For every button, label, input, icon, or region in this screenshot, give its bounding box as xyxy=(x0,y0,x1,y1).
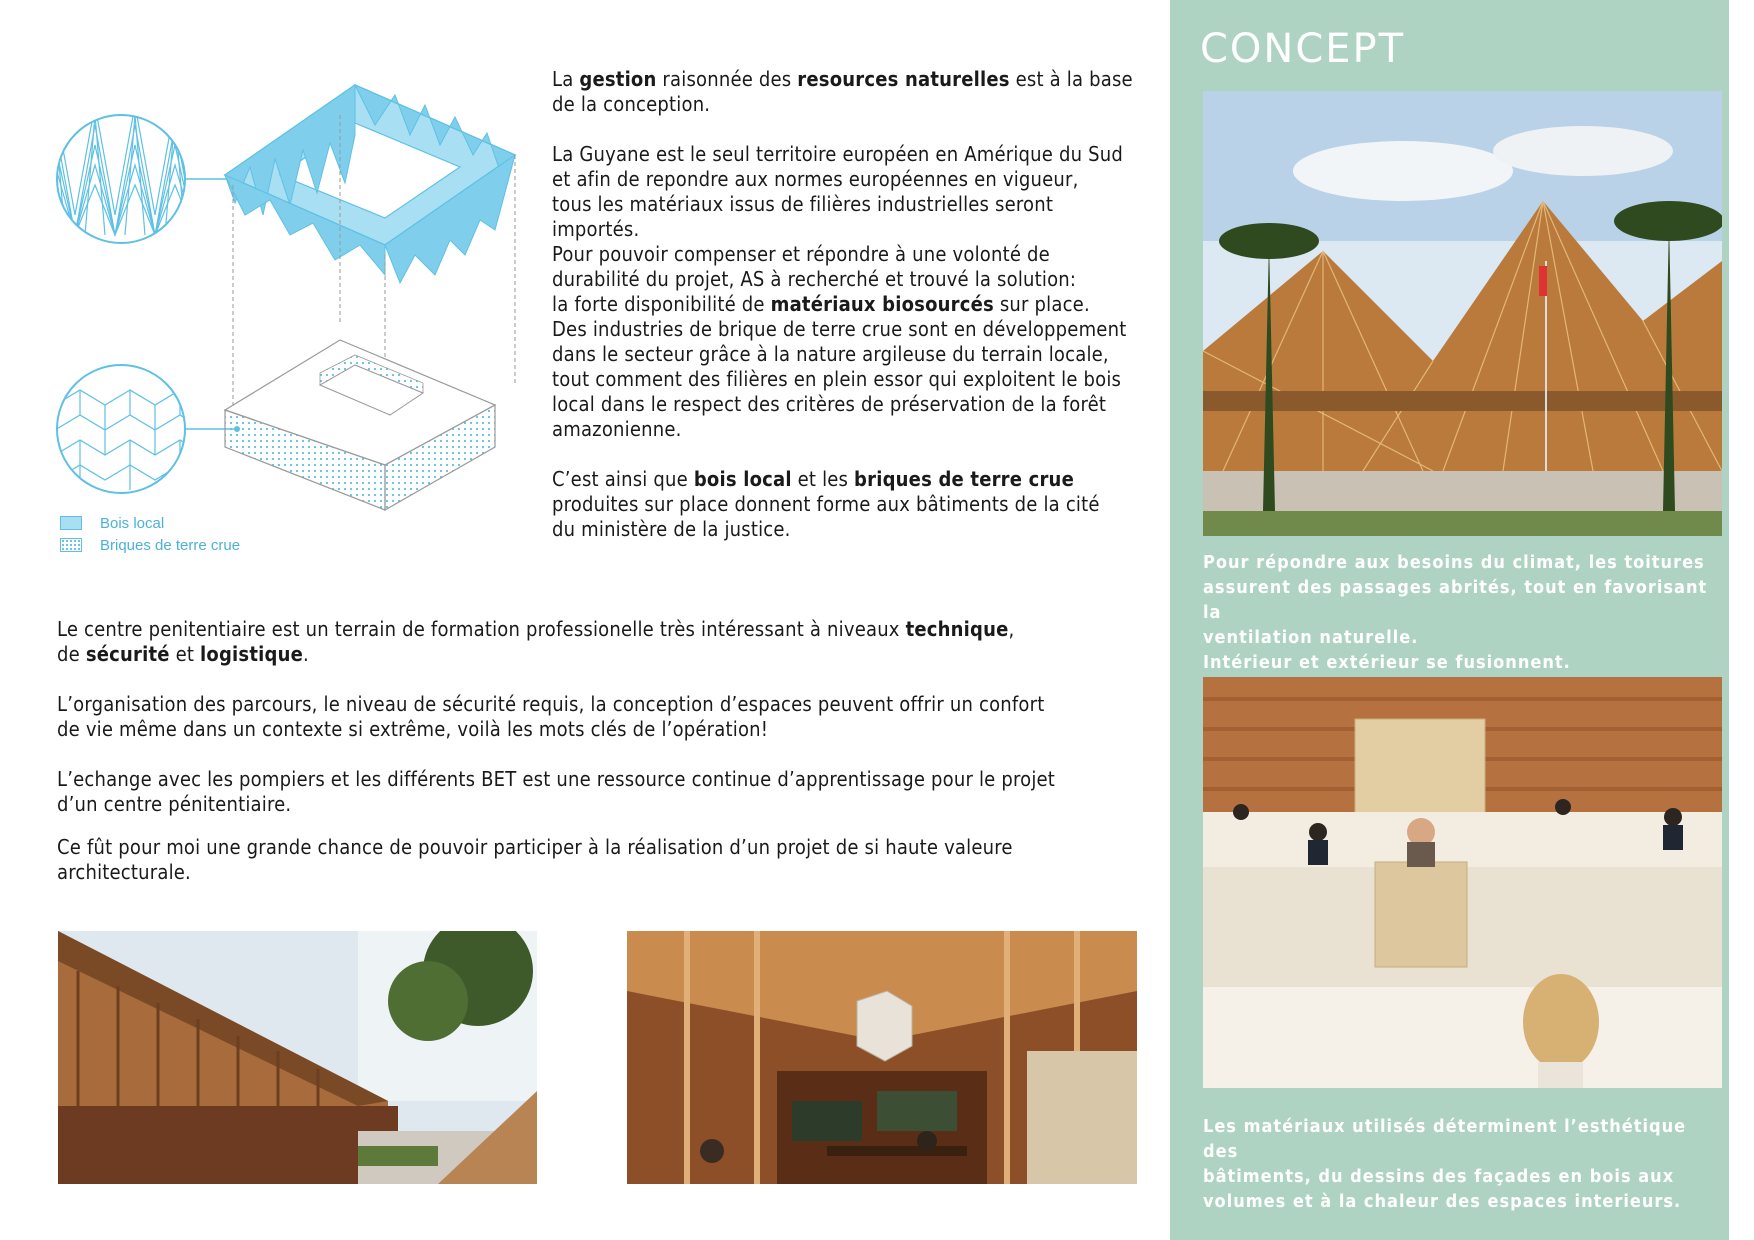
dotted-swatch-icon xyxy=(60,538,82,552)
solid-swatch-icon xyxy=(60,516,82,530)
intro-text xyxy=(552,67,1172,542)
facade-render-image xyxy=(1203,91,1722,536)
body-paragraph: Ce fût pour moi une grande chance de pouvoir participer à la réalisation d’un projet de si haute valeure architecturale. xyxy=(57,835,1013,884)
intro-paragraph: C’est ainsi que bois local et les briques de terre crue produites sur place donnent forme aux bâtiments de la cité du ministère de la justice. xyxy=(552,467,1100,541)
materials-diagram xyxy=(55,55,525,525)
legend-item-brick xyxy=(60,534,240,556)
body-paragraph: L’echange avec les pompiers et les différents BET est une ressource continue d’apprentissage pour le projet d’un centre pénitentiaire. xyxy=(57,767,1056,816)
brick-base xyxy=(225,340,495,510)
facade-caption: Pour répondre aux besoins du climat, les toitures assurent des passages abrités, tout en favorisant la ventilation naturelle. Intérieur et extérieur se fusionnent. xyxy=(1203,552,1708,673)
intro-paragraph: La gestion raisonnée des resources naturelles est à la base de la conception. xyxy=(552,67,1133,116)
courtroom-render-image xyxy=(1203,677,1722,1088)
body-paragraph: L’organisation des parcours, le niveau de sécurité requis, la conception d’espaces peuvent offrir un confort de vie même dans un contexte si extrême, voilà les mots clés de l’opération! xyxy=(57,692,1045,741)
diagram-legend xyxy=(60,512,240,556)
interior-hall-render-image xyxy=(627,931,1137,1184)
intro-paragraph: La Guyane est le seul territoire européen en Amérique du Sud et afin de repondre aux normes européennes en vigueur, tous les matériaux issus de filières industrielles seront importés. Pour pouvoir compenser et répondre à une volonté de durabilité du projet, AS à recherché et trouvé la solution: la forte disponibilité de matériaux biosourcés sur place. Des industries de brique de terre crue sont en développement dans le secteur grâce à la nature argileuse du terrain locale, tout comment des filières en plein essor qui exploitent le bois local dans le respect des critères de préservation de la forêt amazonienne. xyxy=(552,142,1127,441)
courtyard-render-image xyxy=(58,931,537,1184)
body-text xyxy=(57,617,1167,885)
legend-item-wood xyxy=(60,512,240,534)
roof-structure xyxy=(225,85,515,283)
roof-detail-circle xyxy=(55,105,240,243)
body-paragraph: Le centre penitentiaire est un terrain de formation professionelle très intéressant à niveaux technique, de sécurité et logistique. xyxy=(57,617,1015,666)
courtroom-caption: Les matériaux utilisés déterminent l’esthétique des bâtiments, du dessins des façades en bois aux volumes et à la chaleur des espaces interieurs. xyxy=(1203,1116,1687,1212)
brick-detail-circle xyxy=(55,365,240,493)
legend-label: Bois local xyxy=(100,514,165,532)
legend-label: Briques de terre crue xyxy=(100,536,241,554)
sidebar-title: CONCEPT xyxy=(1200,26,1406,72)
